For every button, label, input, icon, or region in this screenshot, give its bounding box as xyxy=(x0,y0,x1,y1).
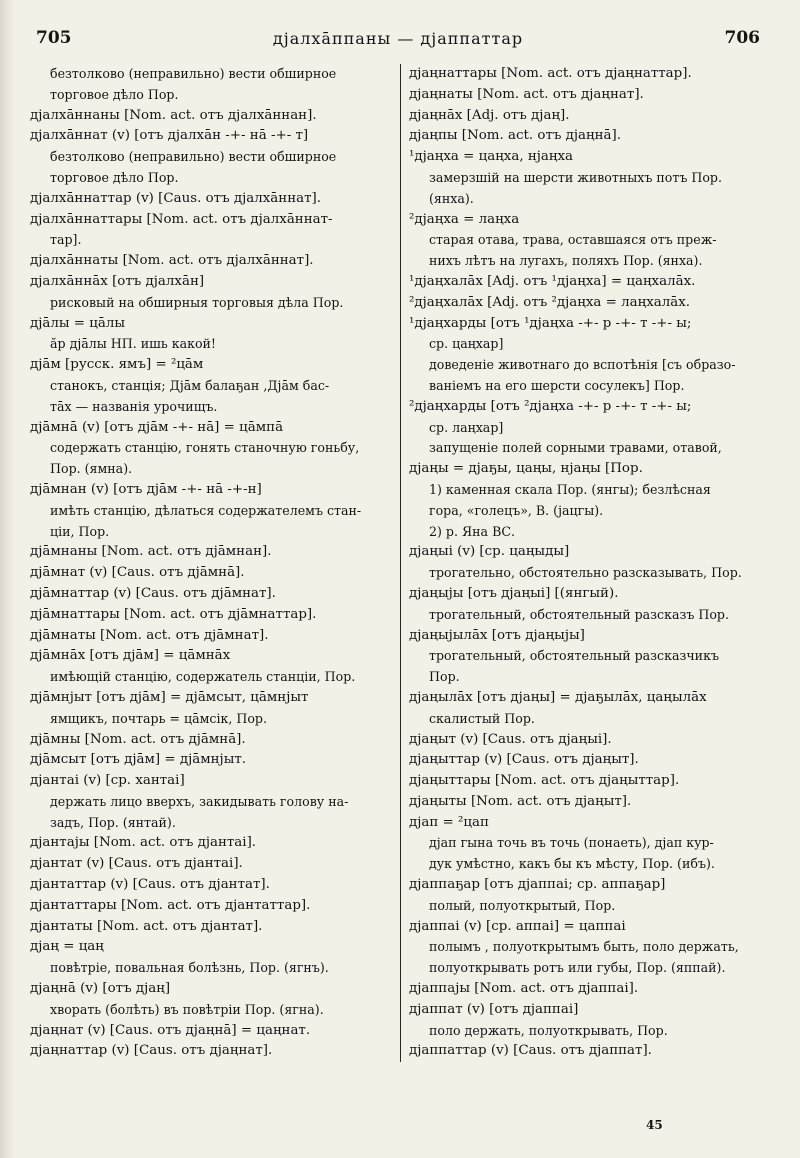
entry-definition-line: трогательный, обстоятельный разсказъ Пор. xyxy=(429,606,729,622)
entry-headword-line: дjаңнаттар (v) [Caus. отъ дjаңнат]. xyxy=(30,1043,273,1059)
entry-headword-line: ¹дjаңхалāх [Adj. отъ ¹дjаңха] = цаңхалāх. xyxy=(409,273,696,289)
entry-definition-line: Пор. xyxy=(429,669,460,685)
entry-definition-line: задъ, Пор. (янтай). xyxy=(50,814,176,830)
entry-headword-line: дjāмнат (v) [Caus. отъ дjāмнā]. xyxy=(30,565,245,581)
entry-headword-line: дjаппаттар (v) [Caus. отъ дjаппат]. xyxy=(409,1043,652,1059)
entry-headword-line: дjаң = цаң xyxy=(30,939,104,955)
entry-headword-line: дjантаi (v) [ср. хантаi] xyxy=(30,773,185,789)
entry-headword-line: ²дjаңхарды [отъ ²дjаңха -+- р -+- т -+- ы; xyxy=(409,398,692,414)
entry-headword-line: дjаңыттар (v) [Caus. отъ дjаңыт]. xyxy=(409,752,639,768)
entry-definition-line: полымъ , полуоткрытымъ быть, поло держать, xyxy=(429,939,739,955)
entry-headword-line: ²дjаңхалāх [Adj. отъ ²дjаңха = лаңхалāх. xyxy=(409,294,691,310)
entry-headword-line: дjаңыi (v) [ср. цаңыды] xyxy=(409,544,570,560)
dictionary-columns xyxy=(30,64,770,1062)
entry-definition-line: тāх — названія урочищъ. xyxy=(50,398,218,414)
entry-definition-line: поло держать, полуоткрывать, Пор. xyxy=(429,1022,668,1038)
entry-definition-line: Пор. (ямна). xyxy=(50,461,133,477)
entry-headword-line: дjāмнаны [Nom. act. отъ дjāмнан]. xyxy=(30,544,272,560)
entry-headword-line: дjаңылāх [отъ дjаңы] = дjаҕылāх, цаңылāх xyxy=(409,689,707,705)
entry-definition-line: ср. лаңхар] xyxy=(429,419,504,435)
entry-definition-line: безтолково (неправильно) вести обширное xyxy=(50,149,337,165)
entry-headword-line: дjалхāннаттары [Nom. act. отъ дjалхāннат- xyxy=(30,211,333,227)
entry-headword-line: дjаңнаты [Nom. act. отъ дjаңнат]. xyxy=(409,86,644,102)
entry-headword-line: дjāмнāх [отъ дjāм] = цāмнāх xyxy=(30,648,231,664)
entry-headword-line: дjāмнjыт [отъ дjāм] = дjāмсыт, цāмнjыт xyxy=(30,689,309,705)
entry-definition-line: торговое дѣло Пор. xyxy=(50,169,179,185)
entry-definition-line: ціи, Пор. xyxy=(50,523,110,539)
entry-headword-line: дjалхāннаты [Nom. act. отъ дjалхāннат]. xyxy=(30,253,314,269)
entry-definition-line: тар]. xyxy=(50,232,82,248)
entry-headword-line: дjаңыттары [Nom. act. отъ дjаңыттар]. xyxy=(409,773,680,789)
entry-headword-line: дjаппаҕар [отъ дjаппаi; ср. аппаҕар] xyxy=(409,877,666,893)
entry-definition-line: скалистый Пор. xyxy=(429,710,535,726)
entry-headword-line: дjаңнат (v) [Caus. отъ дjаңнā] = цаңнат. xyxy=(30,1022,311,1038)
entry-definition-line: хворать (болѣть) въ повѣтріи Пор. (ягна). xyxy=(50,1001,324,1017)
entry-headword-line: дjантаттар (v) [Caus. отъ дjантат]. xyxy=(30,877,270,893)
entry-definition-line: полый, полуоткрытый, Пор. xyxy=(429,897,616,913)
entry-headword-line: дjāмсыт [отъ дjāм] = дjāмнjыт. xyxy=(30,752,247,768)
entry-headword-line: дjантаjы [Nom. act. отъ дjантаi]. xyxy=(30,835,257,851)
entry-headword-line: дjаппаjы [Nom. act. отъ дjаппаi]. xyxy=(409,981,639,997)
page-header xyxy=(36,22,760,54)
entry-definition-line: доведеніе животнаго до вспотѣнія [съ образо- xyxy=(429,357,736,373)
entry-headword-line: дjаңыты [Nom. act. отъ дjаңыт]. xyxy=(409,793,632,809)
entry-definition-line: имѣть станцію, дѣлаться содержателемъ стан- xyxy=(50,502,362,518)
entry-definition-line: торговое дѣло Пор. xyxy=(50,86,179,102)
entry-headword-line: дjалхāннаны [Nom. act. отъ дjалхāннан]. xyxy=(30,107,317,123)
entry-headword-line: дjантаты [Nom. act. отъ дjантат]. xyxy=(30,918,263,934)
left-column xyxy=(30,64,400,1062)
entry-headword-line: дjāмнаттары [Nom. act. отъ дjāмнаттар]. xyxy=(30,606,317,622)
entry-headword-line: дjантат (v) [Caus. отъ дjантаi]. xyxy=(30,856,243,872)
entry-definition-line: гора, «голецъ», В. (jацгы). xyxy=(429,502,604,518)
entry-definition-line: замерзшій на шерсти животныхъ потъ Пор. xyxy=(429,169,722,185)
left-page-number: 705 xyxy=(36,28,72,48)
entry-headword-line: дjāмнаттар (v) [Caus. отъ дjāмнат]. xyxy=(30,585,276,601)
entry-headword-line: дjāмнā (v) [отъ дjāм -+- нā] = цāмпā xyxy=(30,419,284,435)
page-binding-shadow xyxy=(0,0,14,1158)
entry-definition-line: ср. цаңхар] xyxy=(429,336,504,352)
entry-definition-line: содержать станцію, гонять станочную гоньбу, xyxy=(50,440,360,456)
entry-definition-line: дjап гына точь въ точь (понаеть), дjап кур- xyxy=(429,835,714,851)
entry-definition-line: безтолково (неправильно) вести обширное xyxy=(50,66,337,81)
right-page-number: 706 xyxy=(724,28,760,48)
entry-definition-line: дук умѣстно, какъ бы къ мѣсту, Пор. (ибъ). xyxy=(429,856,715,872)
entry-headword-line: дjалхāннāх [отъ дjалхāн] xyxy=(30,273,205,289)
entry-headword-line: дjāмнаты [Nom. act. отъ дjāмнат]. xyxy=(30,627,269,643)
entry-headword-line: дjалхāннаттар (v) [Caus. отъ дjалхāннат]. xyxy=(30,190,322,206)
entry-definition-line: (янха). xyxy=(429,190,474,206)
entry-headword-line: дjап = ²цап xyxy=(409,814,489,830)
entry-definition-line: 1) каменная скала Пор. (янгы); безлѣсная xyxy=(429,481,711,497)
entry-definition-line: трогательный, обстоятельный разсказчикъ xyxy=(429,648,719,664)
entry-definition-line: запущеніе полей сорными травами, отавой, xyxy=(429,440,722,456)
entry-headword-line: ²дjаңха = лаңха xyxy=(409,211,520,227)
entry-definition-line: рисковый на обширныя торговыя дѣла Пор. xyxy=(50,294,344,310)
entry-definition-line: 2) р. Яна ВС. xyxy=(429,523,515,539)
entry-headword-line: дjāм [русск. ямъ] = ²цāм xyxy=(30,357,204,373)
entry-headword-line: дjаңнаттары [Nom. act. отъ дjаңнаттар]. xyxy=(409,66,692,81)
entry-headword-line: дjаңнāх [Adj. отъ дjаң]. xyxy=(409,107,570,123)
entry-definition-line: старая отава, трава, оставшаяся отъ преж- xyxy=(429,232,717,248)
entry-headword-line: ¹дjаңхарды [отъ ¹дjаңха -+- р -+- т -+- ы; xyxy=(409,315,692,331)
entry-headword-line: ¹дjаңха = цаңха, нjаңха xyxy=(409,149,574,165)
entry-definition-line: ăр дjāлы НП. ишь какой! xyxy=(50,336,216,352)
entry-definition-line: имѣющій станцію, содержатель станціи, Пор. xyxy=(50,669,356,685)
entry-headword-line: дjаппат (v) [отъ дjаппаi] xyxy=(409,1001,579,1017)
entry-definition-line: полуоткрывать ротъ или губы, Пор. (яппай). xyxy=(429,960,726,976)
running-title: дjалхāппаны — дjаппаттар xyxy=(272,28,524,48)
entry-headword-line: дjантаттары [Nom. act. отъ дjантаттар]. xyxy=(30,897,311,913)
entry-headword-line: дjаңыjы [отъ дjаңыi] [(янгый). xyxy=(409,585,619,601)
entry-headword-line: дjалхāннат (v) [отъ дjалхāн -+- нā -+- т] xyxy=(30,128,309,144)
entry-headword-line: дjаңпы [Nom. act. отъ дjаңнā]. xyxy=(409,128,621,144)
entry-definition-line: нихъ лѣтъ на лугахъ, поляхъ Пор. (янха). xyxy=(429,253,703,269)
entry-headword-line: дjаңыjылāх [отъ дjаңыjы] xyxy=(409,627,585,643)
entry-definition-line: трогательно, обстоятельно разсказывать, Пор. xyxy=(429,565,742,581)
entry-headword-line: дjаңы = дjаҕы, цаңы, нjаңы [Пор. xyxy=(409,461,643,477)
entry-definition-line: держать лицо вверхъ, закидывать голову на- xyxy=(50,793,349,809)
entry-headword-line: дjаңнā (v) [отъ дjаң] xyxy=(30,981,171,997)
entry-definition-line: станокъ, станція; Дjāм балаҕан ,Дjāм бас- xyxy=(50,377,330,393)
entry-headword-line: дjāлы = цāлы xyxy=(30,315,126,331)
entry-definition-line: ваніемъ на его шерсти сосулекъ] Пор. xyxy=(429,377,685,393)
entry-headword-line: дjаңыт (v) [Caus. отъ дjаңыi]. xyxy=(409,731,612,747)
entry-definition-line: повѣтріе, повальная болѣзнь, Пор. (ягнъ). xyxy=(50,960,329,976)
entry-headword-line: дjаппаi (v) [ср. аппаi] = цаппаi xyxy=(409,918,626,934)
entry-headword-line: дjāмны [Nom. act. отъ дjāмнā]. xyxy=(30,731,246,747)
entry-headword-line: дjāмнан (v) [отъ дjāм -+- нā -+-н] xyxy=(30,481,262,497)
printer-signature: 45 xyxy=(646,1118,663,1132)
entry-definition-line: ямщикъ, почтарь = цāмсiк, Пор. xyxy=(50,710,267,726)
right-column xyxy=(400,64,770,1062)
